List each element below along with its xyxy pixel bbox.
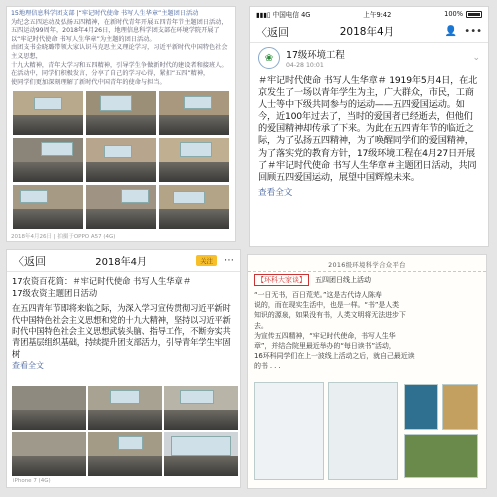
back-label: 返回 [267, 25, 289, 39]
network: 4G [301, 11, 311, 19]
post-body [248, 288, 486, 374]
photo[interactable] [159, 185, 229, 229]
back-button[interactable] [13, 253, 46, 269]
account-row[interactable] [250, 43, 488, 73]
photo[interactable] [159, 91, 229, 135]
post-text [7, 7, 235, 87]
section-header [248, 271, 486, 288]
photo[interactable] [13, 91, 83, 135]
more-icon[interactable]: ⋯ [224, 255, 234, 266]
photo[interactable] [86, 185, 156, 229]
photo-grid [12, 386, 238, 476]
post-title[interactable]: 15地理信息科学团支部 |“牢记时代使命 书写人生华章”主题团日活动 [11, 10, 199, 17]
post-title [7, 272, 240, 299]
post-line: 在活动中，同学们积极发言，分享了自己的学习心得，紧扣“五四”精神， [11, 70, 210, 78]
photo[interactable] [164, 432, 238, 476]
image-collage [254, 382, 482, 482]
page-title: 2018年4月 [339, 26, 395, 38]
chat-screenshot[interactable] [328, 382, 398, 480]
nav-bar [7, 250, 240, 272]
post-footer: iPhone 7 (4G) [13, 478, 51, 484]
back-label: 返回 [24, 254, 46, 268]
photo[interactable] [164, 386, 238, 430]
body-line: 16环科同学们在上一波线上活动之后，就自己最近读 [254, 352, 415, 361]
more-icon[interactable]: ••• [464, 26, 482, 37]
read-more-link[interactable]: 查看全文 [12, 361, 44, 371]
photo-grid [13, 91, 229, 229]
photo[interactable] [13, 138, 83, 182]
screenshot-panel-b [249, 6, 489, 247]
status-right [444, 10, 482, 18]
account-name[interactable]: 17级环境工程 [286, 50, 345, 61]
back-button[interactable] [256, 24, 289, 40]
post-line: 五四运动99周年，2018年4月26日，地理信息科学团支部在环境学院开展了 [11, 27, 220, 35]
battery-icon [466, 11, 482, 18]
screenshot-panel-a [6, 6, 236, 242]
back-icon: 〈 [13, 254, 24, 268]
book-cover-image[interactable] [404, 384, 438, 430]
body-line: 为宣传五四精神，“牢记时代使命，书写人生华 [254, 331, 396, 340]
body-line: “一日无书，百日荒芜。”这是古代诗人陈寿 [254, 291, 382, 299]
photo[interactable] [12, 386, 86, 430]
back-icon: 〈 [256, 25, 267, 39]
title-line: 17级农资主题团日活动 [12, 287, 98, 298]
body-line: 知识的源泉，如果没有书，人类文明将无法进步下 [254, 311, 406, 320]
screenshot-panel-d [247, 254, 487, 489]
page-title: 2018年4月 [95, 257, 148, 268]
book-cover-image[interactable] [442, 384, 478, 430]
photo[interactable] [86, 138, 156, 182]
section-title: 五四团日线上活动 [315, 276, 371, 284]
signal-icon: ▮▮▮▯ [256, 11, 271, 19]
post-line: 为纪念五四运动及弘扬五四精神，在新时代青年开展五四青年节主题团日活动， [11, 18, 228, 26]
post-line: 使同学们更加深刻理解了新时代中国青年的使命与担当。 [11, 78, 166, 86]
post-body: 在五四青年节即将来临之际，为深入学习宣传贯彻习近平新时代中国特色社会主义思想和党的十九大精神，坚持以习近平新时代中国特色社会主义思想武装头脑、指导工作，不断夯实共青团基层组织基础，持续提升团支部活力，引导青年学生牢固树 [12, 303, 231, 359]
status-bar [250, 7, 488, 21]
person-icon[interactable]: 👤 [444, 26, 458, 37]
carrier: 中国电信 [272, 11, 299, 19]
read-more-link[interactable]: 查看全文 [258, 187, 293, 198]
chevron-down-icon[interactable]: ⌄ [472, 53, 480, 63]
book-cover-image[interactable] [404, 434, 478, 478]
post-line: 由团支书金晓璐带领大家认识马克思主义理论学习，习近平新时代中国特色社会主义思想， [11, 44, 228, 60]
photo[interactable] [13, 185, 83, 229]
post-body: ＃牢记时代使命 书写人生华章＃ 1919年5月4日，在北京发生了一场以青年学生为主，广大群众，市民，工商人士等中下级共同参与的运动——五四爱国运动。如今，近100年过去了，当时的爱国者已经逝去，但他们的爱国精神却传承了下来。为此在五四青年节的临近之际，为了弘扬五四精神，为了唤醒同学们的爱国精神，为了落实党的教育方针，17级环境工程在4月27日开展了＃牢记时代使命 书写人生华章＃主题团日活动，共同回顾五四爱国运动，展望中国辉煌未来。 [258, 75, 478, 183]
photo[interactable] [12, 432, 86, 476]
body-line: 的书 . . . [254, 362, 281, 371]
follow-button[interactable]: 关注 [196, 255, 217, 266]
post-footer: 2018年4月26日 | 拍摄于OPPO A57 (4G) [11, 234, 116, 240]
body-line: 章”，并结合院里最近举办的“每日读书”活动， [254, 342, 396, 351]
status-left [256, 9, 310, 19]
body-line: 说的，而在现实生活中，也是一样。“书”是人类 [254, 301, 400, 310]
photo[interactable] [86, 91, 156, 135]
photo[interactable] [88, 432, 162, 476]
screenshot-panel-c [6, 249, 241, 488]
column-tag: 【环科大家谈】 [254, 274, 309, 286]
account-header: 2016级环境科学合众平台 [328, 261, 406, 269]
clock: 上午9:42 [363, 11, 392, 19]
photo[interactable] [159, 138, 229, 182]
title-line: 17农资百花筒：＃牢记时代使命 书写人生华章＃ [12, 276, 192, 286]
chat-screenshot[interactable] [254, 382, 324, 480]
body-line: 去。 [254, 321, 268, 330]
post-line: 以“牢记时代使命 书写人生华章”为主题的团日活动。 [11, 35, 156, 43]
nav-bar [250, 21, 488, 43]
battery-text: 100% [444, 10, 463, 18]
photo[interactable] [88, 386, 162, 430]
wechat-logo-icon: ❀ [258, 47, 280, 69]
post-line: 十九大精神，青年大学习和五四精神，引导学生争做新时代的建设者和接班人。 [11, 61, 228, 69]
post-date: 04-28 10:01 [286, 62, 324, 69]
